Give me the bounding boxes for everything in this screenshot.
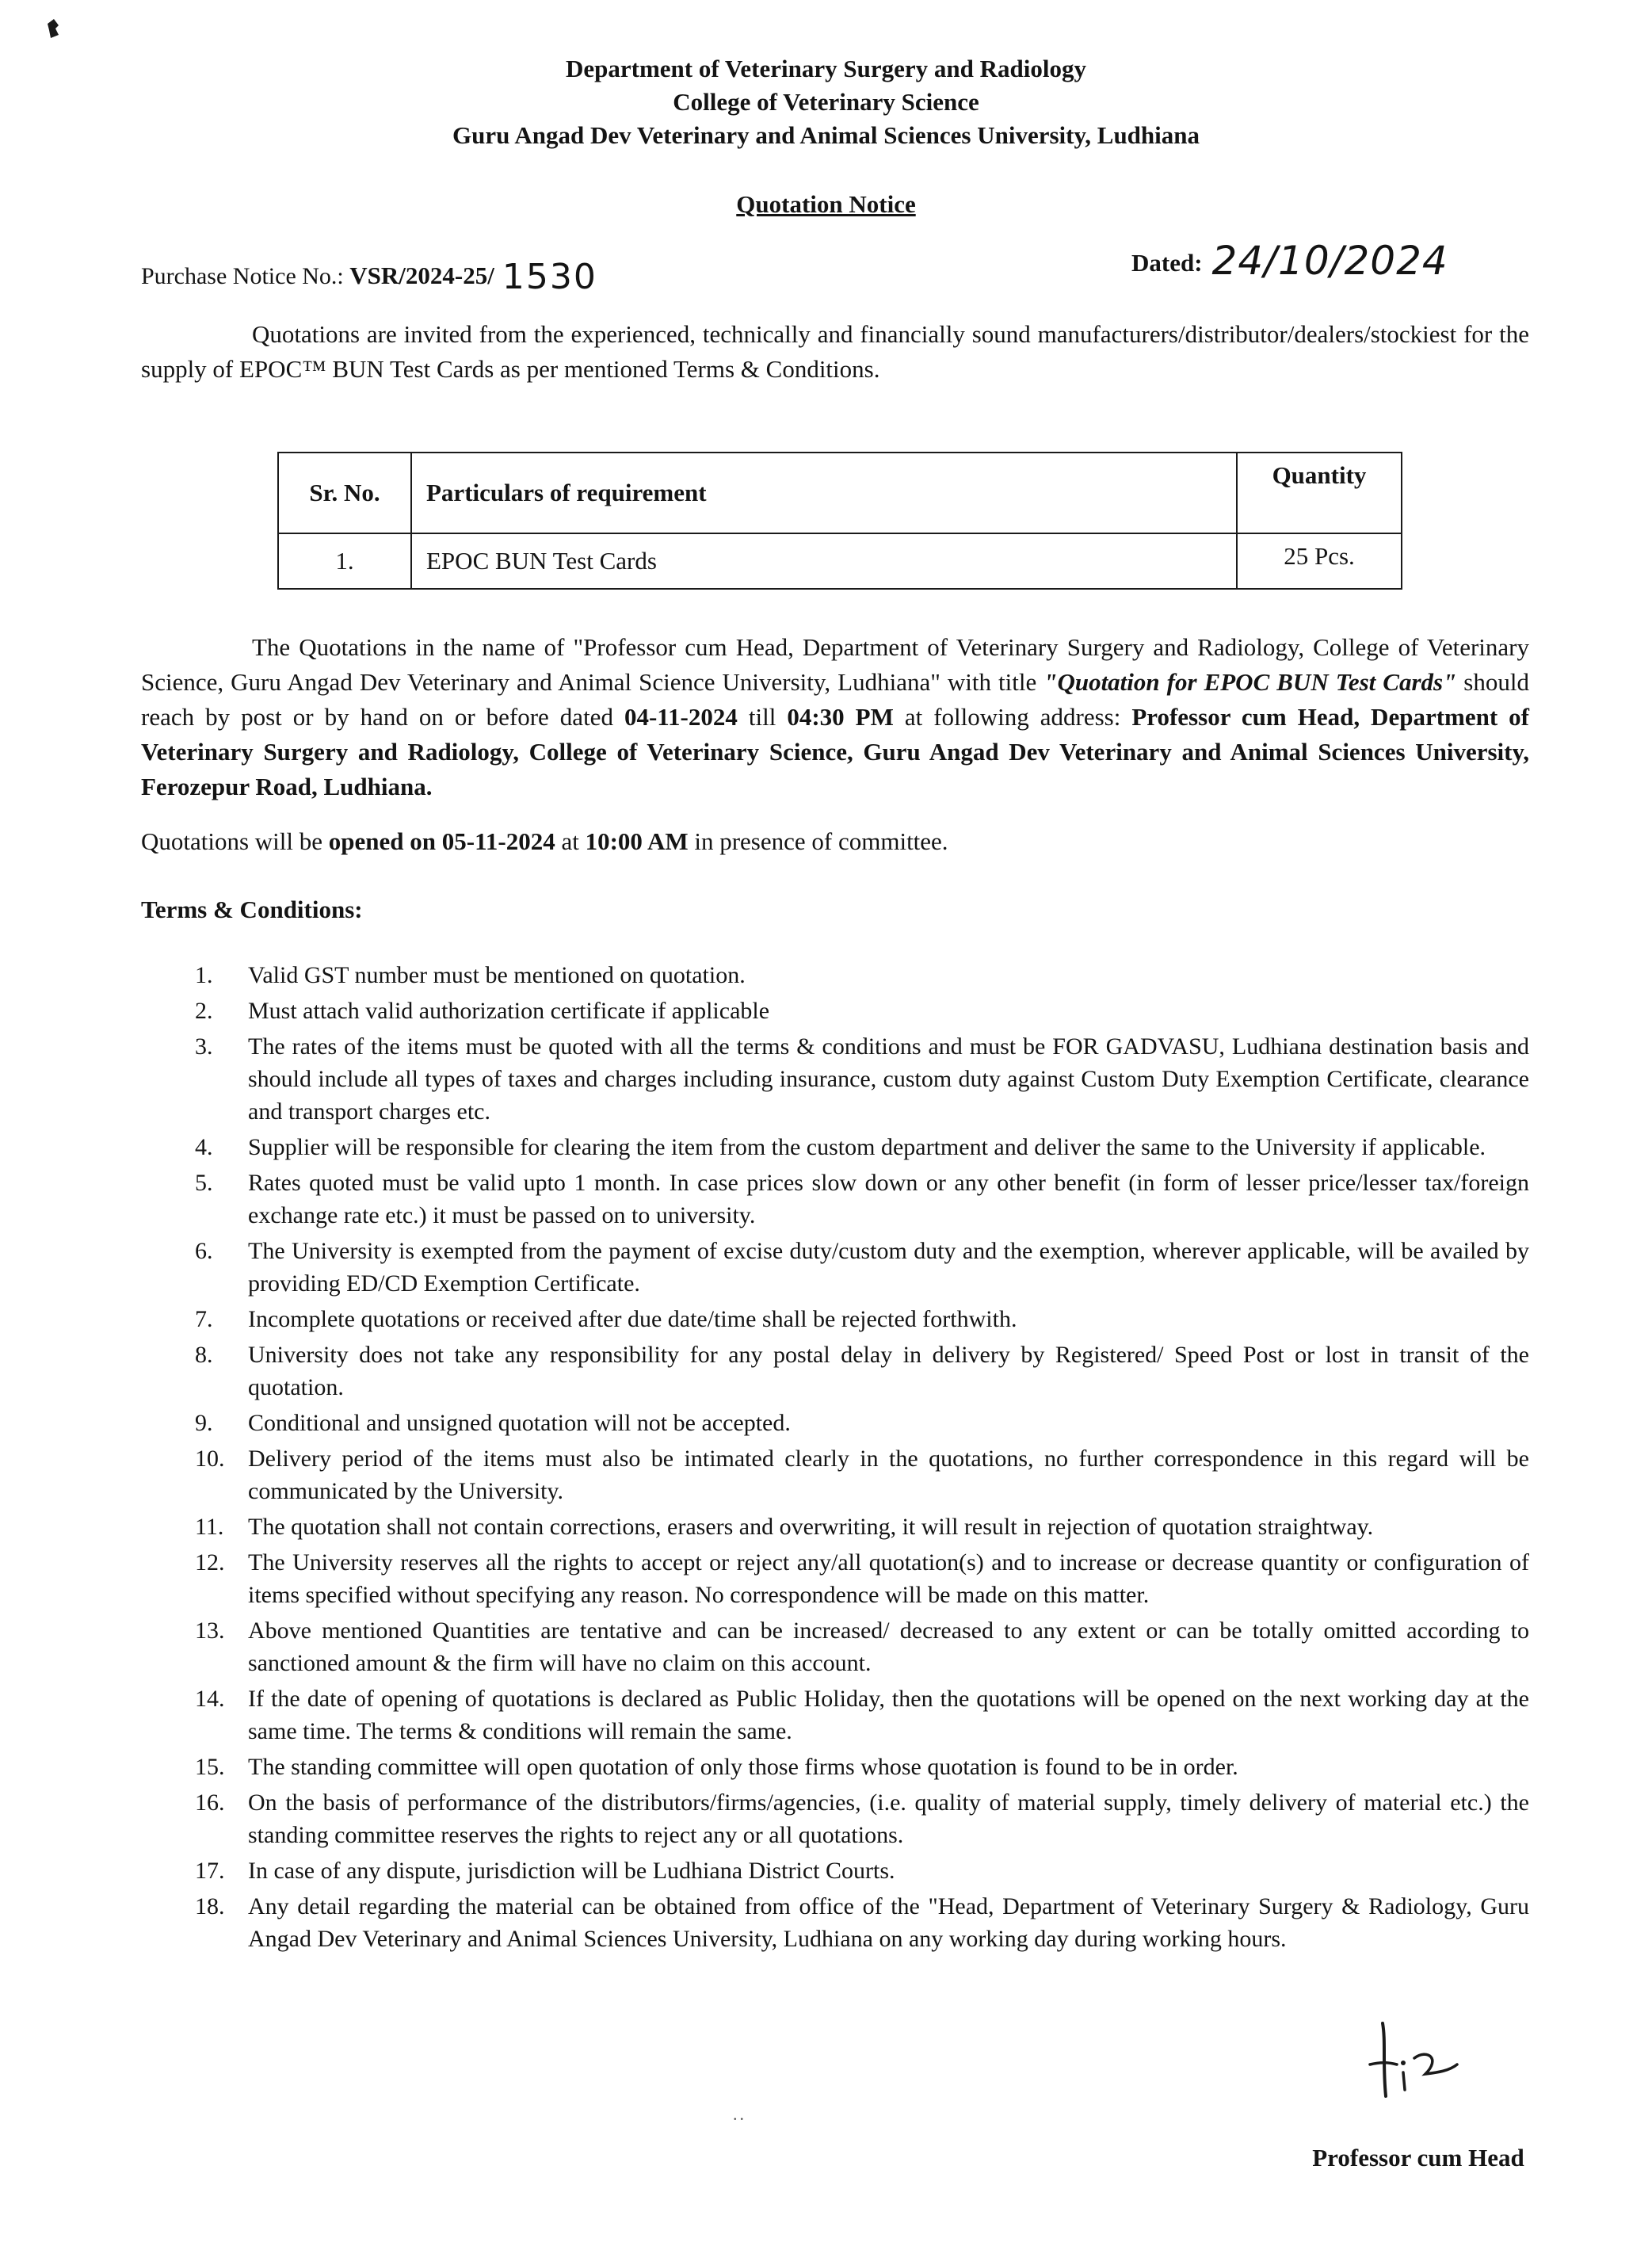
submission-part1: The Quotations in the name of "Professor cum Head, Department of Veterinary Surgery and Radiology, College of Veterinary Science, Guru Angad Dev Veterinary and Animal Science University, Ludhiana" with title xyxy=(141,633,1529,696)
opening-part2: at xyxy=(555,827,586,855)
list-item xyxy=(141,995,1529,1027)
handwritten-date: 24/10/2024 xyxy=(1211,238,1448,284)
requirements-table-header-row xyxy=(278,453,1402,533)
term-text: Must attach valid authorization certificate if applicable xyxy=(248,998,770,1024)
university-name: Guru Angad Dev Veterinary and Animal Sciences University, Ludhiana xyxy=(452,121,1200,149)
intro-paragraph xyxy=(141,317,1529,387)
list-item xyxy=(141,1614,1529,1679)
term-text: University does not take any responsibility for any postal delay in delivery by Registered/ Speed Post or lost in transit of the quotation. xyxy=(248,1342,1529,1400)
term-text: In case of any dispute, jurisdiction will be Ludhiana District Courts. xyxy=(248,1858,895,1884)
department-name: Department of Veterinary Surgery and Radiology xyxy=(566,55,1086,82)
term-number: 14. xyxy=(195,1686,225,1712)
opening-time: 10:00 AM xyxy=(585,827,689,855)
term-text: Supplier will be responsible for clearing the item from the custom department and deliver the same to the University if applicable. xyxy=(248,1134,1486,1160)
list-item xyxy=(141,1303,1529,1335)
submission-due-date: 04-11-2024 xyxy=(624,703,738,731)
term-number: 7. xyxy=(195,1306,213,1332)
opening-date: opened on 05-11-2024 xyxy=(328,827,555,855)
submission-address: Professor cum Head, Department of Veterinary Surgery and Radiology, College of Veterinary Science, Guru Angad Dev Veterinary and Animal Sciences University, Ferozepur Road, Ludhiana. xyxy=(141,703,1529,800)
dated-block xyxy=(1131,238,1448,284)
cell-quantity: 25 Pcs. xyxy=(1237,533,1402,589)
list-item xyxy=(141,1442,1529,1507)
list-item xyxy=(141,1407,1529,1439)
list-item xyxy=(141,1235,1529,1300)
list-item xyxy=(141,1682,1529,1747)
signatory-designation: Professor cum Head xyxy=(1312,2144,1524,2171)
term-number: 1. xyxy=(195,962,213,988)
header-quantity: Quantity xyxy=(1237,453,1402,533)
requirements-table xyxy=(277,452,1402,590)
college-name: College of Veterinary Science xyxy=(673,88,979,116)
term-text: The rates of the items must be quoted with all the terms & conditions and must be FOR GADVASU, Ludhiana destination basis and should include all types of taxes and charges including insurance, custom duty against Custom Duty Exemption Certificate, clearance and transport charges etc. xyxy=(248,1033,1529,1125)
term-number: 6. xyxy=(195,1238,213,1264)
notice-reference-row xyxy=(141,238,1533,297)
table-row xyxy=(278,533,1402,589)
term-number: 10. xyxy=(195,1446,225,1472)
list-item xyxy=(141,1511,1529,1543)
list-item xyxy=(141,1786,1529,1851)
list-item xyxy=(141,1030,1529,1128)
term-number: 2. xyxy=(195,998,213,1024)
header-sr-no: Sr. No. xyxy=(278,453,411,533)
opening-part1: Quotations will be xyxy=(141,827,329,855)
corner-ink-mark xyxy=(44,17,62,40)
submission-part4: at following address: xyxy=(893,703,1132,731)
term-text: Incomplete quotations or received after due date/time shall be rejected forthwith. xyxy=(248,1306,1017,1332)
term-text: The standing committee will open quotation of only those firms whose quotation is found to be in order. xyxy=(248,1754,1238,1780)
term-text: Any detail regarding the material can be obtained from office of the "Head, Department of Veterinary Surgery & Radiology, Guru Angad Dev Veterinary and Animal Sciences University, Ludhiana on any working day during working hours. xyxy=(248,1893,1529,1952)
list-item xyxy=(141,1890,1529,1955)
purchase-notice-label: Purchase Notice No.: xyxy=(141,263,350,289)
term-number: 13. xyxy=(195,1618,225,1644)
term-number: 9. xyxy=(195,1410,213,1436)
term-text: Conditional and unsigned quotation will not be accepted. xyxy=(248,1410,791,1436)
handwritten-signature xyxy=(1359,2017,1470,2104)
term-text: Delivery period of the items must also be intimated clearly in the quotations, no further correspondence in this regard will be communicated by the University. xyxy=(248,1446,1529,1504)
page-marks: .. xyxy=(733,2104,746,2124)
term-number: 18. xyxy=(195,1893,225,1919)
term-number: 4. xyxy=(195,1134,213,1160)
purchase-notice-number xyxy=(141,257,597,297)
opening-paragraph xyxy=(141,824,1529,859)
term-number: 11. xyxy=(195,1514,224,1540)
intro-text: Quotations are invited from the experienced, technically and financially sound manufacturers/distributor/dealers/stockiest for the supply of EPOC™ BUN Test Cards as per mentioned Terms & Conditions. xyxy=(141,320,1529,383)
list-item xyxy=(141,959,1529,991)
submission-due-time: 04:30 PM xyxy=(787,703,894,731)
term-number: 15. xyxy=(195,1754,225,1780)
opening-part3: in presence of committee. xyxy=(688,827,948,855)
term-text: On the basis of performance of the distributors/firms/agencies, (i.e. quality of material supply, timely delivery of material etc.) the standing committee reserves the rights to reject any or all quotations. xyxy=(248,1789,1529,1848)
handwritten-notice-number: 1530 xyxy=(502,257,597,297)
term-text: The University is exempted from the payment of excise duty/custom duty and the exemption, wherever applicable, will be availed by providing ED/CD Exemption Certificate. xyxy=(248,1238,1529,1297)
list-item xyxy=(141,1546,1529,1611)
term-text: If the date of opening of quotations is declared as Public Holiday, then the quotations will be opened on the next working day at the same time. The terms & conditions will remain the same. xyxy=(248,1686,1529,1744)
submission-paragraph xyxy=(141,630,1529,804)
letterhead xyxy=(0,52,1652,152)
term-number: 12. xyxy=(195,1549,225,1576)
cell-sr-no: 1. xyxy=(278,533,411,589)
list-item xyxy=(141,1854,1529,1887)
list-item xyxy=(141,1131,1529,1163)
submission-title: "Quotation for EPOC BUN Test Cards" xyxy=(1043,668,1457,696)
term-number: 8. xyxy=(195,1342,213,1368)
submission-part2: should reach by post or by hand on or before dated xyxy=(141,668,1529,731)
dated-label: Dated: xyxy=(1131,249,1203,277)
cell-particular: EPOC BUN Test Cards xyxy=(411,533,1237,589)
terms-list xyxy=(141,959,1529,1958)
list-item xyxy=(141,1167,1529,1232)
purchase-notice-ref: VSR/2024-25/ xyxy=(349,262,494,289)
term-number: 17. xyxy=(195,1858,225,1884)
term-text: The University reserves all the rights to accept or reject any/all quotation(s) and to increase or decrease quantity or configuration of items specified without specifying any reason. No correspondence will be made on this matter. xyxy=(248,1549,1529,1608)
term-number: 5. xyxy=(195,1170,213,1196)
header-particulars: Particulars of requirement xyxy=(411,453,1237,533)
list-item xyxy=(141,1751,1529,1783)
submission-part3: till xyxy=(737,703,788,731)
term-text: Valid GST number must be mentioned on quotation. xyxy=(248,962,746,988)
term-text: The quotation shall not contain corrections, erasers and overwriting, it will result in rejection of quotation straightway. xyxy=(248,1514,1374,1540)
term-number: 16. xyxy=(195,1789,225,1816)
term-text: Above mentioned Quantities are tentative and can be increased/ decreased to any extent or can be totally omitted according to sanctioned amount & the firm will have no claim on this account. xyxy=(248,1618,1529,1676)
notice-title: Quotation Notice xyxy=(736,190,916,218)
term-text: Rates quoted must be valid upto 1 month. In case prices slow down or any other benefit (in form of lesser price/lesser tax/foreign exchange rate etc.) it must be passed on to university. xyxy=(248,1170,1529,1228)
terms-heading: Terms & Conditions: xyxy=(141,896,363,923)
list-item xyxy=(141,1339,1529,1404)
term-number: 3. xyxy=(195,1033,213,1060)
